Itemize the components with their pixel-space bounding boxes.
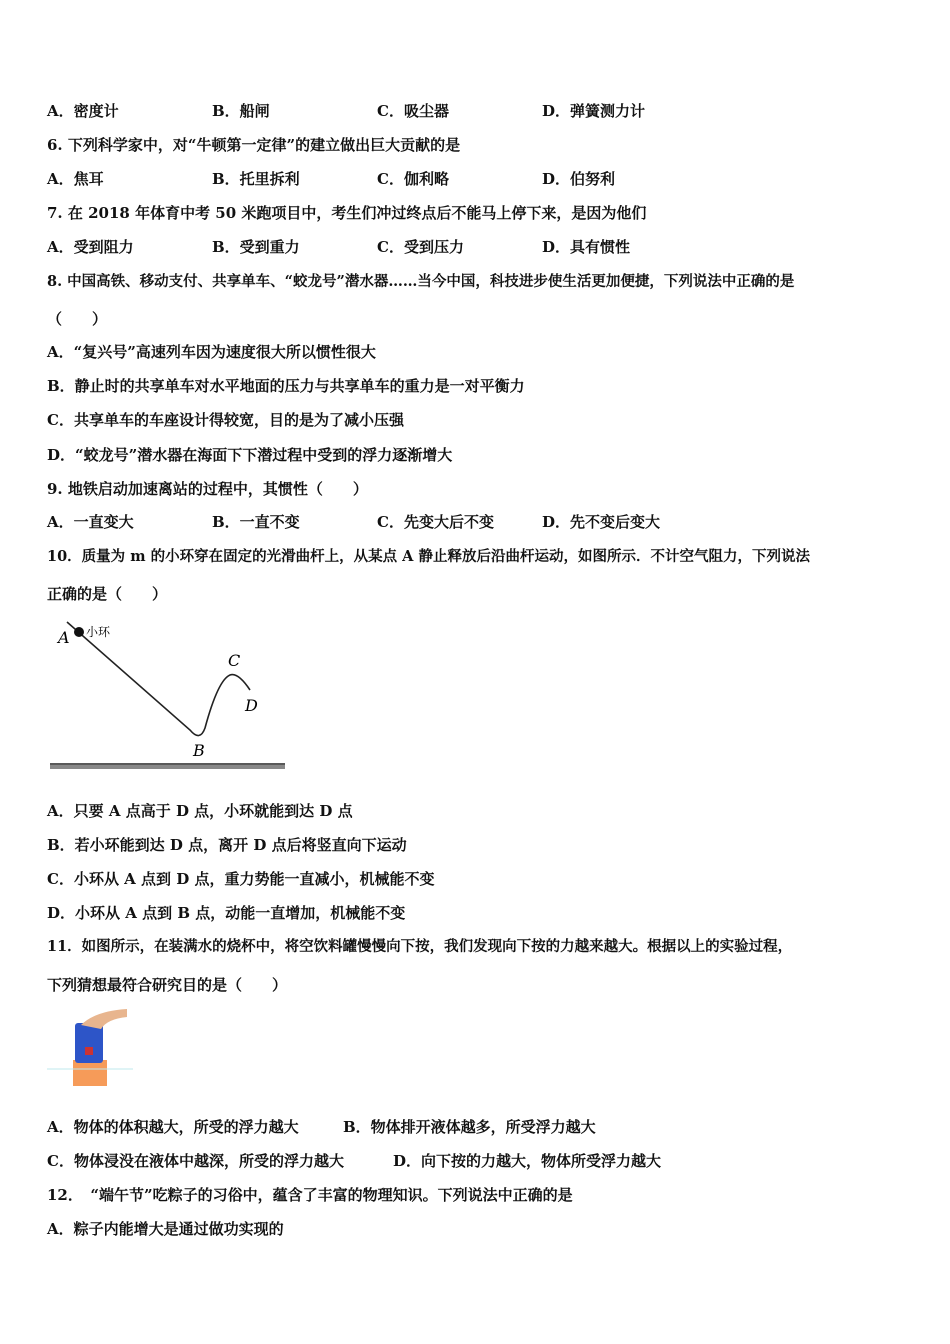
q8-option-d: D．“蛟龙号”潜水器在海面下下潜过程中受到的浮力逐渐增大 — [47, 446, 453, 464]
q8-option-b: B．静止时的共享单车对水平地面的压力与共享单车的重力是一对平衡力 — [47, 377, 525, 395]
q10-option-a: A．只要 A 点高于 D 点，小环就能到达 D 点 — [47, 802, 353, 820]
q11-option-a: A．物体的体积越大，所受的浮力越大 — [47, 1118, 299, 1136]
q9-option-c: C．先变大后不变 — [377, 513, 494, 531]
q6-option-b: B．托里拆利 — [212, 170, 300, 188]
q5-option-a: A．密度计 — [47, 102, 119, 120]
q6-stem: 6. 下列科学家中，对“牛顿第一定律”的建立做出巨大贡献的是 — [47, 136, 461, 154]
q11-stem: 11．如图所示，在装满水的烧杯中，将空饮料罐慢慢向下按，我们发现向下按的力越来越大。根据以上的实验过程， — [47, 938, 793, 955]
q11-option-d: D．向下按的力越大，物体所受浮力越大 — [393, 1152, 662, 1170]
q11-option-c: C．物体浸没在液体中越深，所受的浮力越大 — [47, 1152, 344, 1170]
q10-option-d: D．小环从 A 点到 B 点，动能一直增加，机械能不变 — [47, 904, 406, 922]
q8-option-a: A．“复兴号”高速列车因为速度很大所以惯性很大 — [47, 343, 376, 361]
q8-stem-blank: （ ） — [47, 310, 108, 328]
q5-option-b: B．船闸 — [212, 102, 270, 120]
q7-stem: 7. 在 2018 年体育中考 50 米跑项目中，考生们冲过终点后不能马上停下来，是因为他们 — [47, 204, 647, 222]
label-c: C — [228, 651, 241, 670]
label-b: B — [193, 741, 205, 760]
q5-option-d: D．弹簧测力计 — [542, 102, 646, 120]
q9-option-d: D．先不变后变大 — [542, 513, 661, 531]
q7-option-a: A．受到阻力 — [47, 238, 134, 256]
q6-option-d: D．伯努利 — [542, 170, 616, 188]
ground-hatch — [50, 765, 285, 769]
q6-option-c: C．伽利略 — [377, 170, 449, 188]
q8-option-c: C．共享单车的车座设计得较宽，目的是为了减小压强 — [47, 411, 404, 429]
q12-option-a: A．粽子内能增大是通过做功实现的 — [47, 1220, 284, 1238]
ring-icon — [74, 627, 84, 637]
curved-rod-figure — [40, 610, 340, 780]
q11-stem-cont: 下列猜想最符合研究目的是（ ） — [47, 976, 288, 994]
q10-stem-cont: 正确的是（ ） — [47, 585, 168, 603]
q12-stem: 12． “端午节”吃粽子的习俗中，蕴含了丰富的物理知识。下列说法中正确的是 — [47, 1186, 573, 1204]
q7-option-b: B．受到重力 — [212, 238, 300, 256]
label-ring: 小环 — [86, 625, 111, 639]
q9-option-a: A．一直变大 — [47, 513, 134, 531]
curved-rod — [67, 622, 250, 736]
q10-option-c: C．小环从 A 点到 D 点，重力势能一直减小，机械能不变 — [47, 870, 435, 888]
q7-option-d: D．具有惯性 — [542, 238, 631, 256]
label-a: A — [58, 628, 70, 647]
q6-option-a: A．焦耳 — [47, 170, 104, 188]
q8-stem: 8. 中国高铁、移动支付、共享单车、“蛟龙号”潜水器……当今中国，科技进步使生活更加便捷，下列说法中正确的是 — [47, 273, 795, 290]
label-d: D — [245, 696, 258, 715]
q10-option-b: B．若小环能到达 D 点，离开 D 点后将竖直向下运动 — [47, 836, 407, 854]
q7-option-c: C．受到压力 — [377, 238, 464, 256]
beaker-can-photo — [45, 1005, 135, 1095]
q11-option-b: B．物体排开液体越多，所受浮力越大 — [343, 1118, 596, 1136]
q9-option-b: B．一直不变 — [212, 513, 300, 531]
q9-stem: 9. 地铁启动加速离站的过程中，其惯性（ ） — [47, 480, 368, 498]
q5-option-c: C．吸尘器 — [377, 102, 449, 120]
q10-stem: 10．质量为 m 的小环穿在固定的光滑曲杆上，从某点 A 静止释放后沿曲杆运动，如图所示．不计空气阻力，下列说法 — [47, 548, 810, 565]
